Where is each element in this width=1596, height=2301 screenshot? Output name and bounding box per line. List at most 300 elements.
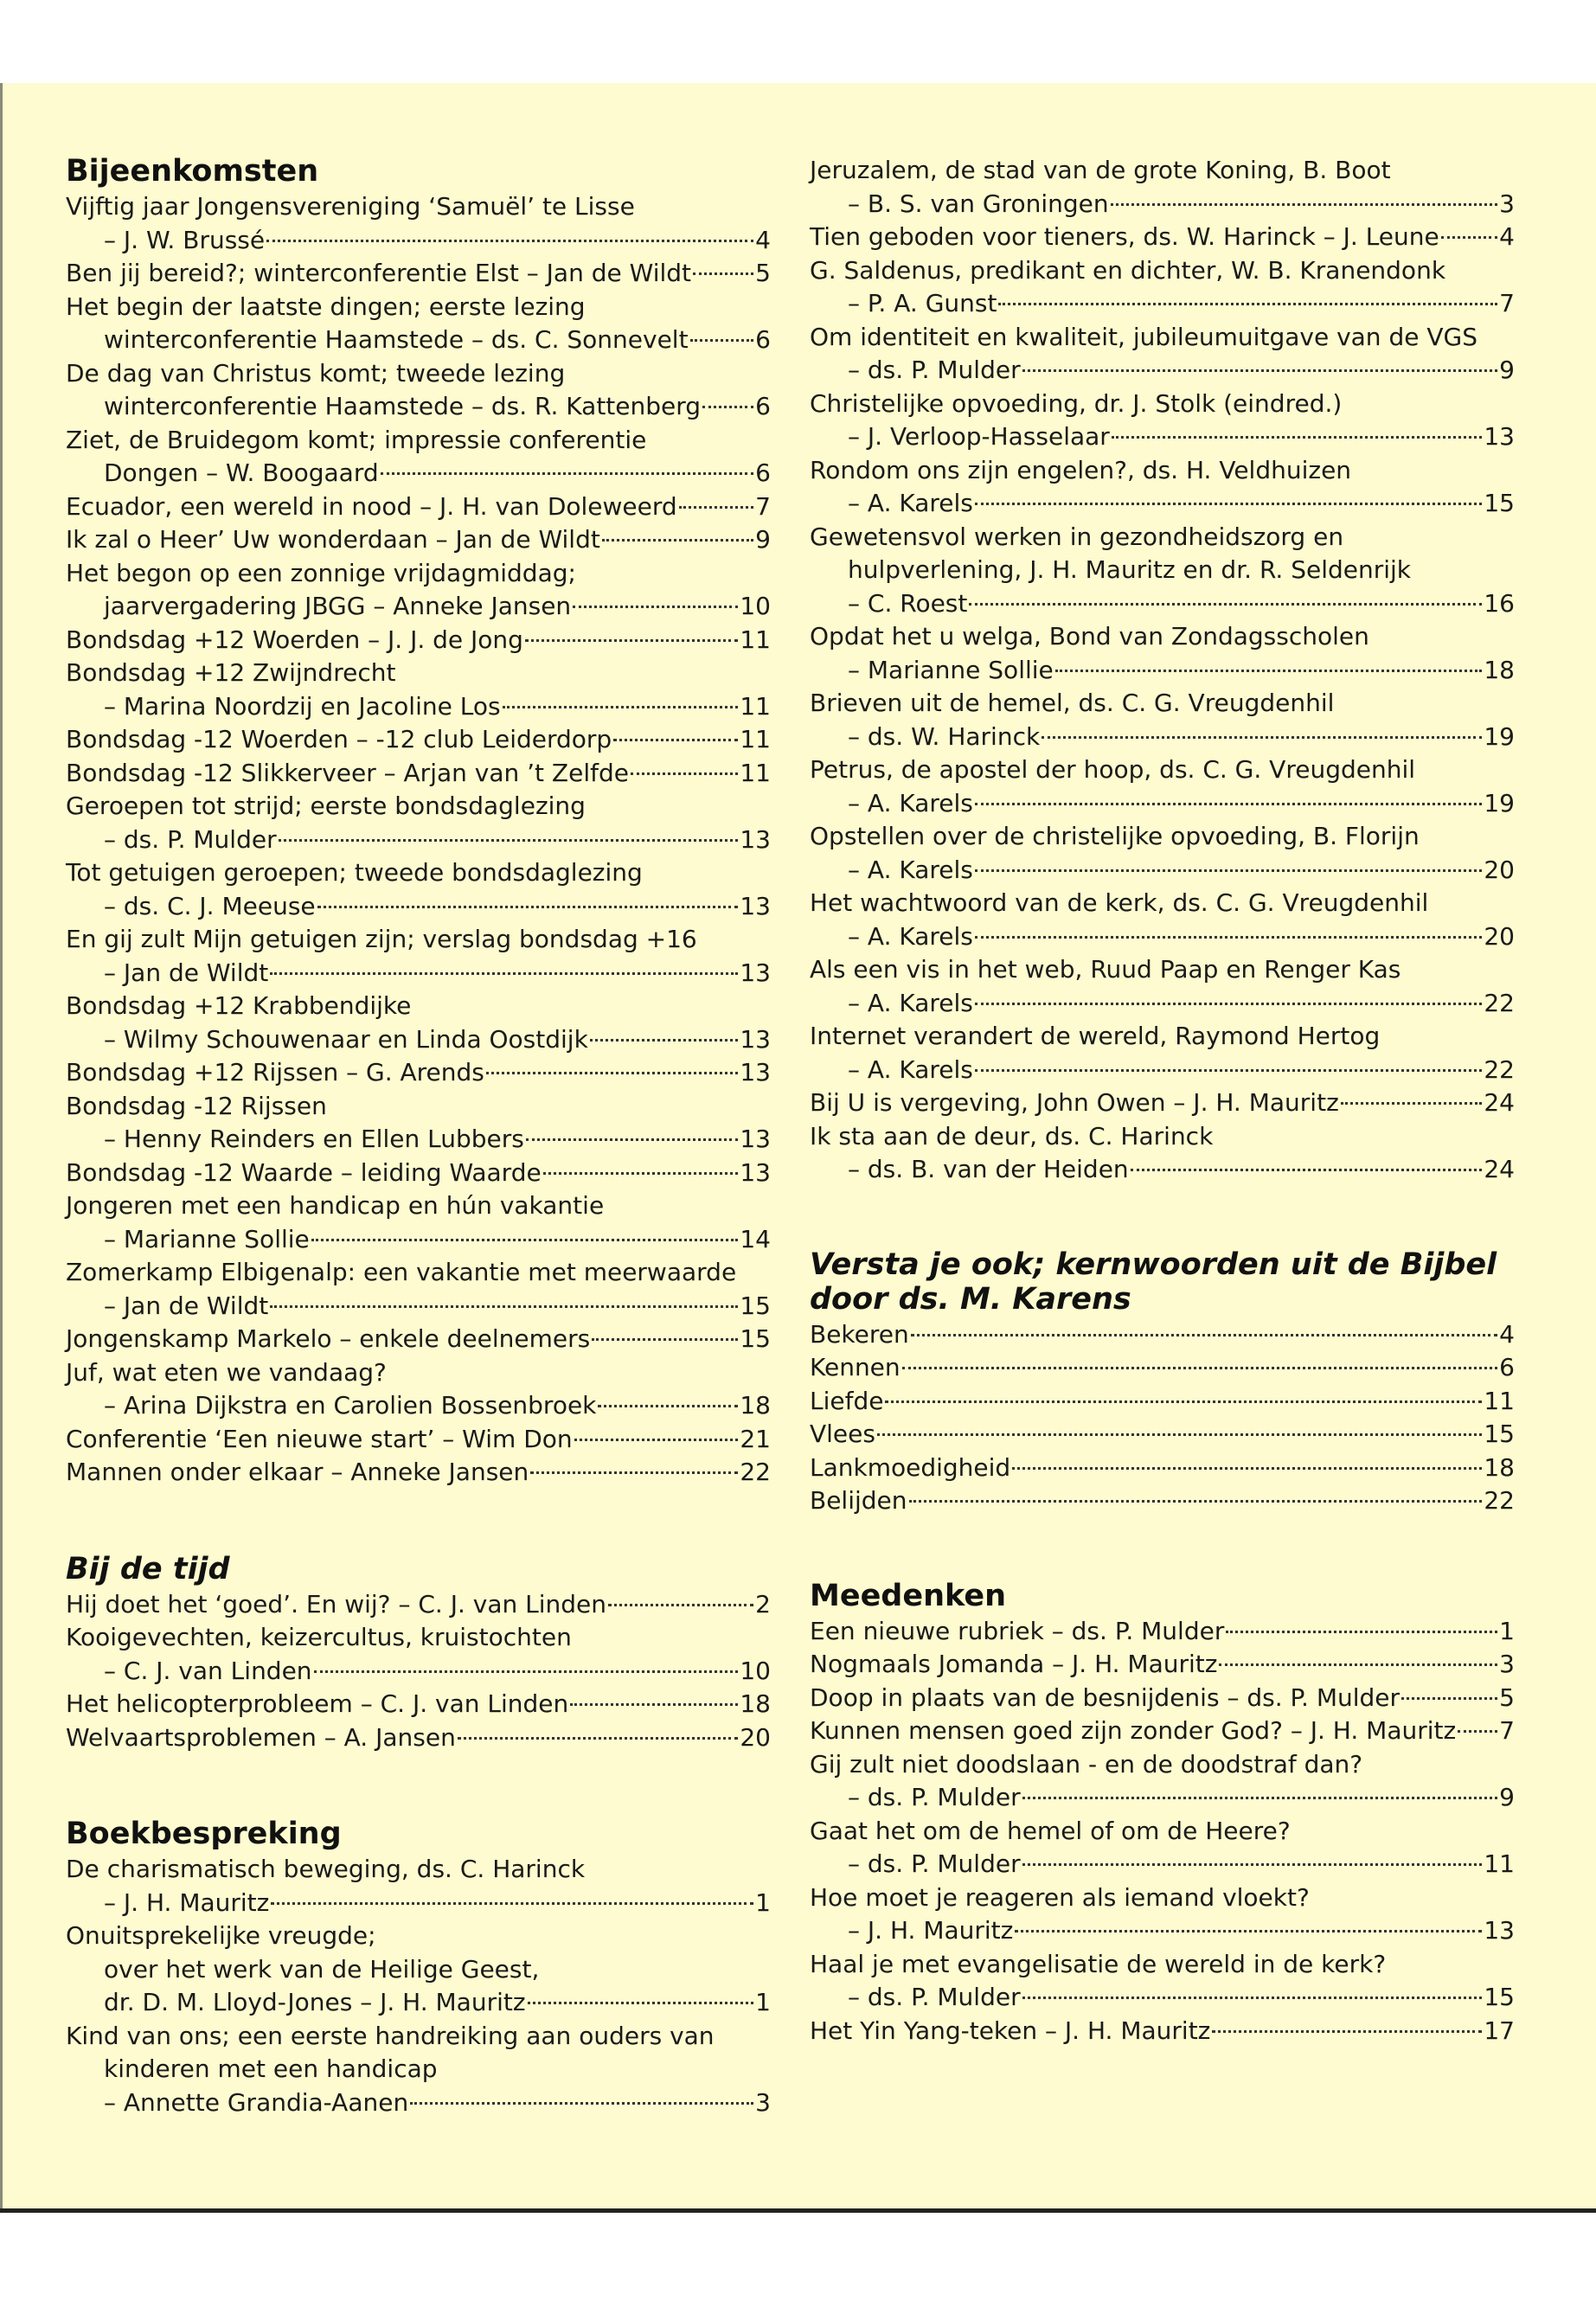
entry-final-line (66, 957, 771, 990)
toc-entry (66, 291, 771, 357)
dot-leader (314, 1670, 739, 1673)
toc-section (810, 1247, 1515, 1518)
section-heading: Versta je ook; kernwoorden uit de Bijbel door ds. M. Karens (810, 1247, 1497, 1317)
entry-title-line: Vijftig jaar Jongensvereniging ‘Samuël’ te Lisse (66, 192, 635, 221)
dot-leader (598, 1405, 738, 1407)
entry-final-line (66, 324, 771, 357)
dot-leader (975, 1069, 1482, 1072)
dot-leader (679, 506, 754, 509)
entry-final-line (810, 1153, 1515, 1187)
entry-text: Bondsdag -12 Slikkerveer – Arjan van ’t Zelfde (66, 758, 629, 787)
page-number: 10 (740, 592, 771, 620)
toc-entry (66, 1456, 771, 1490)
dot-leader (1022, 1863, 1483, 1866)
toc-entry (810, 1615, 1515, 1649)
entry-final-line (66, 890, 771, 924)
entry-final-line (66, 1157, 771, 1190)
entry-final-line (66, 1023, 771, 1057)
page-number: 3 (755, 2087, 771, 2117)
toc-section (810, 154, 1515, 1187)
entry-text: Dongen – W. Boogaard (104, 458, 379, 487)
dot-leader (1212, 2030, 1482, 2033)
dot-leader (279, 839, 739, 842)
entry-text: Belijden (810, 1486, 907, 1515)
entry-final-line (66, 1223, 771, 1257)
section-heading: Bijeenkomsten (66, 154, 319, 189)
page-number: 15 (1484, 1983, 1515, 2011)
dot-leader (528, 2002, 754, 2004)
toc-entry (810, 1385, 1515, 1419)
page-number: 13 (740, 1024, 771, 1054)
entry-final-line (810, 587, 1515, 621)
entry-final-line (66, 1290, 771, 1324)
entry-final-line (66, 1688, 771, 1721)
page-number: 6 (1499, 1353, 1515, 1381)
entry-text: – A. Karels (848, 1054, 973, 1084)
page-number: 15 (1484, 489, 1515, 517)
entry-final-line (810, 920, 1515, 954)
entry-final-line (810, 287, 1515, 321)
entry-title-line: De charismatisch beweging, ds. C. Harinck (66, 1855, 586, 1883)
left-column (66, 154, 771, 2157)
entry-title-line: Gaat het om de hemel of om de Heere? (810, 1816, 1291, 1845)
dot-leader (503, 706, 739, 708)
toc-section (810, 1579, 1515, 2048)
entry-final-line (66, 1986, 771, 2020)
entry-final-line (810, 420, 1515, 454)
toc-entry (66, 1721, 771, 1755)
page-number: 2 (755, 1589, 771, 1618)
entry-text: Kunnen mensen goed zijn zonder God? – J. H. Mauritz (810, 1716, 1457, 1745)
entry-final-line (810, 1452, 1515, 1485)
entry-title-line: Om identiteit en kwaliteit, jubileumuitgave van de VGS (810, 322, 1477, 351)
dot-leader (1441, 236, 1497, 239)
toc-entry (66, 1356, 771, 1423)
entry-title-line: Petrus, de apostel der hoop, ds. C. G. Vreugdenhil (810, 755, 1416, 784)
entry-text: – A. Karels (848, 489, 973, 517)
page-number: 7 (755, 491, 771, 521)
dot-leader (902, 1367, 1498, 1369)
entry-text: – A. Karels (848, 988, 973, 1017)
entry-title-line: Kooigevechten, keizercultus, kruistochten (66, 1623, 572, 1651)
page-number: 20 (740, 1722, 771, 1752)
toc-entry (66, 2020, 771, 2120)
entry-title-line: Ik sta aan de deur, ds. C. Harinck (810, 1121, 1214, 1150)
dot-leader (1055, 670, 1483, 672)
page-number: 6 (755, 392, 771, 420)
page-number: 18 (1484, 655, 1515, 684)
dot-leader (1022, 369, 1498, 372)
entry-text: Kennen (810, 1353, 901, 1381)
entry-final-line (810, 987, 1515, 1021)
toc-entry (66, 1853, 771, 1920)
entry-title-line: Opdat het u welga, Bond van Zondagsscholen (810, 622, 1369, 651)
entry-final-line (810, 854, 1515, 888)
toc-section (66, 154, 771, 1490)
entry-title-line: De dag van Christus komt; tweede lezing (66, 358, 566, 388)
entry-final-line (810, 2015, 1515, 2048)
page-number: 13 (1484, 422, 1515, 451)
page-number: 4 (1499, 1319, 1515, 1349)
entry-final-line (810, 721, 1515, 754)
entry-text: Het Yin Yang-teken – J. H. Mauritz (810, 2016, 1211, 2045)
toc-entry (66, 1621, 771, 1688)
entry-text: – J. H. Mauritz (848, 1916, 1014, 1945)
entry-text: Lankmoedigheid (810, 1452, 1011, 1482)
page-number: 5 (1499, 1682, 1515, 1712)
entry-text: Vlees (810, 1420, 875, 1448)
toc-entry (66, 1256, 771, 1323)
page-number: 5 (755, 259, 771, 287)
dot-leader (909, 1500, 1483, 1503)
entry-final-line (810, 1981, 1515, 2015)
entry-text: – J. Verloop-Hasselaar (848, 422, 1110, 451)
entry-text: – Marina Noordzij en Jacoline Los (104, 691, 501, 721)
toc-entry (66, 424, 771, 490)
dot-leader (975, 936, 1482, 939)
page-number: 22 (740, 1458, 771, 1486)
entry-title-line: kinderen met een handicap (104, 2054, 438, 2083)
entry-final-line (66, 457, 771, 490)
page-number: 19 (1484, 721, 1515, 751)
entry-title-line: Kind van ons; een eerste handreiking aan ouders van (66, 2021, 715, 2050)
entry-title-line: Internet verandert de wereld, Raymond Hertog (810, 1022, 1381, 1050)
toc-entry (66, 490, 771, 524)
entry-text: Bondsdag +12 Woerden – J. J. de Jong (66, 625, 523, 654)
entry-final-line (810, 1914, 1515, 1948)
entry-final-line (66, 1721, 771, 1755)
page-number: 14 (740, 1224, 771, 1253)
entry-title-line: Hoe moet je reageren als iemand vloekt? (810, 1882, 1310, 1912)
toc-entry (66, 657, 771, 723)
entry-final-line (810, 1715, 1515, 1748)
dot-leader (631, 772, 738, 775)
right-column (810, 154, 1515, 2086)
page-number: 17 (1484, 2016, 1515, 2045)
entry-title-line: Het wachtwoord van de kerk, ds. C. G. Vreugdenhil (810, 888, 1429, 917)
entry-text: – J. W. Brussé (104, 225, 266, 254)
page-number: 11 (740, 625, 771, 654)
toc-entry (810, 388, 1515, 454)
entry-final-line (66, 1056, 771, 1090)
entry-text: – ds. C. J. Meeuse (104, 891, 316, 920)
toc-entry (810, 1452, 1515, 1485)
toc-entry (66, 257, 771, 291)
dot-leader (998, 303, 1497, 305)
page-number: 15 (1484, 1420, 1515, 1448)
entry-title-line: over het werk van de Heilige Geest, (104, 1954, 540, 1984)
page-number: 4 (755, 225, 771, 254)
toc-entry (66, 1323, 771, 1356)
entry-final-line (810, 221, 1515, 254)
entry-text: – ds. P. Mulder (848, 1983, 1021, 2011)
page-number: 1 (755, 1888, 771, 1917)
toc-entry (810, 521, 1515, 621)
toc-entry (66, 990, 771, 1056)
entry-text: – Annette Grandia-Aanen (104, 2087, 409, 2117)
toc-entry (810, 687, 1515, 753)
dot-leader (526, 1138, 739, 1141)
toc-entry (810, 1351, 1515, 1385)
entry-text: jaarvergadering JBGG – Anneke Jansen (104, 592, 572, 620)
toc-section (66, 1817, 771, 2119)
toc-entry (66, 1157, 771, 1190)
dot-leader (1226, 1631, 1497, 1633)
entry-final-line (66, 1389, 771, 1423)
toc-entry (66, 1688, 771, 1721)
page-number: 15 (740, 1324, 771, 1353)
entry-title-line: En gij zult Mijn getuigen zijn; verslag bondsdag +16 (66, 925, 697, 953)
toc-entry (810, 254, 1515, 321)
entry-final-line (66, 523, 771, 557)
entry-final-line (810, 1648, 1515, 1682)
page-number: 22 (1484, 1486, 1515, 1515)
entry-title-line: Gewetensvol werken in gezondheidszorg en (810, 522, 1344, 551)
toc-entry (66, 723, 771, 757)
entry-final-line (66, 390, 771, 424)
toc-entry (810, 1318, 1515, 1352)
page-number: 11 (740, 725, 771, 753)
entry-title-line: Gij zult niet doodslaan - en de doodstraf dan? (810, 1749, 1363, 1779)
dot-leader (975, 803, 1482, 805)
entry-text: – Jan de Wildt (104, 1291, 269, 1320)
dot-leader (592, 1338, 738, 1341)
entry-text: – J. H. Mauritz (104, 1888, 270, 1917)
dot-leader (271, 1902, 753, 1905)
toc-entry (66, 1588, 771, 1622)
entry-text: – ds. P. Mulder (848, 1783, 1021, 1811)
entry-title-line: Jeruzalem, de stad van de grote Koning, B. Boot (810, 156, 1391, 184)
toc-entry (810, 154, 1515, 221)
entry-final-line (810, 1318, 1515, 1352)
entry-text: Bondsdag -12 Woerden – -12 club Leiderdorp (66, 725, 612, 753)
entry-final-line (66, 224, 771, 258)
entry-text: winterconferentie Haamstede – ds. C. Sonnevelt (104, 325, 689, 354)
page-number: 24 (1484, 1088, 1515, 1117)
toc-entry (810, 1881, 1515, 1948)
entry-text: – Marianne Sollie (104, 1224, 310, 1253)
page-number: 22 (1484, 988, 1515, 1017)
page-number: 11 (1484, 1386, 1515, 1415)
page-number: 9 (1499, 1783, 1515, 1811)
entry-text: – A. Karels (848, 921, 973, 951)
entry-text: Bondsdag +12 Rijssen – G. Arends (66, 1058, 484, 1086)
entry-text: Ik zal o Heer’ Uw wonderdaan – Jan de Wildt (66, 525, 600, 554)
dot-leader (693, 272, 753, 275)
entry-final-line (810, 1848, 1515, 1881)
toc-entry (810, 454, 1515, 521)
entry-final-line (810, 1385, 1515, 1419)
dot-leader (1219, 1663, 1497, 1666)
page-number: 6 (755, 325, 771, 354)
entry-final-line (810, 1615, 1515, 1649)
entry-final-line (810, 654, 1515, 688)
dot-leader (410, 2102, 753, 2105)
page-number: 13 (1484, 1916, 1515, 1945)
page-number: 13 (740, 1058, 771, 1086)
dot-leader (573, 606, 738, 608)
entry-title-line: Onuitsprekelijke vreugde; (66, 1921, 376, 1950)
page-number: 13 (740, 1125, 771, 1153)
toc-entry (810, 1682, 1515, 1715)
page-number: 3 (1499, 189, 1515, 218)
dot-leader (266, 240, 753, 242)
toc-entry (810, 1020, 1515, 1086)
entry-text: – ds. W. Harinck (848, 721, 1041, 751)
entry-title-line: Juf, wat eten we vandaag? (66, 1357, 387, 1387)
entry-final-line (810, 487, 1515, 521)
entry-final-line (66, 590, 771, 624)
page-number: 13 (740, 1157, 771, 1187)
page-number: 20 (1484, 855, 1515, 884)
page-number: 9 (755, 525, 771, 554)
entry-text: dr. D. M. Lloyd-Jones – J. H. Mauritz (104, 1988, 526, 2016)
entry-text: – ds. P. Mulder (848, 1849, 1021, 1878)
dot-leader (608, 1604, 753, 1606)
entry-final-line (810, 787, 1515, 821)
dot-leader (1131, 1169, 1483, 1171)
toc-entry (66, 357, 771, 424)
toc-entry (66, 1056, 771, 1090)
dot-leader (317, 906, 739, 908)
page-number: 6 (755, 458, 771, 487)
entry-final-line (66, 257, 771, 291)
entry-final-line (66, 824, 771, 857)
entry-final-line (810, 354, 1515, 388)
entry-text: – Henny Reinders en Ellen Lubbers (104, 1125, 524, 1153)
page-number: 18 (1484, 1452, 1515, 1482)
dot-leader (1111, 203, 1498, 206)
entry-text: – A. Karels (848, 788, 973, 817)
section-heading: Bij de tijd (66, 1551, 230, 1586)
toc-entry (810, 1648, 1515, 1682)
entry-final-line (66, 1123, 771, 1157)
entry-title-line: Rondom ons zijn engelen?, ds. H. Veldhuizen (810, 455, 1352, 484)
page-number: 11 (740, 691, 771, 721)
entry-final-line (66, 1323, 771, 1356)
toc-entry (810, 2015, 1515, 2048)
section-heading: Boekbespreking (66, 1817, 342, 1851)
entry-final-line (66, 2086, 771, 2120)
dot-leader (911, 1334, 1497, 1336)
entry-text: – C. J. van Linden (104, 1656, 312, 1685)
dot-leader (690, 339, 754, 342)
page-number: 3 (1499, 1650, 1515, 1678)
entry-title-line: Geroepen tot strijd; eerste bondsdaglezing (66, 792, 586, 820)
entry-title-line: Bondsdag +12 Zwijndrecht (66, 658, 396, 687)
entry-text: Een nieuwe rubriek – ds. P. Mulder (810, 1616, 1225, 1645)
dot-leader (613, 739, 738, 741)
entry-text: – Wilmy Schouwenaar en Linda Oostdijk (104, 1024, 588, 1054)
dot-leader (1042, 736, 1482, 739)
entry-title-line: Bondsdag -12 Rijssen (66, 1091, 327, 1120)
page-number: 9 (1499, 356, 1515, 384)
toc-entry (810, 1815, 1515, 1881)
entry-title-line: Tot getuigen geroepen; tweede bondsdaglezing (66, 858, 643, 887)
dot-leader (1022, 1797, 1498, 1799)
entry-text: Jongenskamp Markelo – enkele deelnemers (66, 1324, 591, 1353)
entry-text: – ds. B. van der Heiden (848, 1155, 1129, 1183)
entry-text: – B. S. van Groningen (848, 189, 1109, 218)
entry-title-line: Christelijke opvoeding, dr. J. Stolk (eindred.) (810, 388, 1343, 418)
entry-text: – C. Roest (848, 588, 968, 618)
dot-leader (543, 1172, 739, 1175)
dot-leader (458, 1737, 739, 1740)
toc-entry (810, 753, 1515, 820)
dot-leader (590, 1039, 739, 1042)
dot-leader (1015, 1930, 1482, 1932)
entry-final-line (66, 1887, 771, 1920)
entry-text: Tien geboden voor tieners, ds. W. Harinck – J. Leune (810, 222, 1439, 251)
dot-leader (877, 1433, 1482, 1436)
entry-title-line: hulpverlening, J. H. Mauritz en dr. R. Seldenrijk (848, 555, 1412, 584)
toc-entry (810, 1484, 1515, 1518)
page-number: 10 (740, 1656, 771, 1685)
toc-entry (810, 1418, 1515, 1452)
dot-leader (1458, 1730, 1497, 1733)
entry-final-line (66, 757, 771, 791)
toc-entry (66, 790, 771, 856)
entry-final-line (810, 1351, 1515, 1385)
entry-final-line (810, 1682, 1515, 1715)
page-number: 4 (1499, 222, 1515, 251)
entry-final-line (810, 1086, 1515, 1120)
dot-leader (1012, 1467, 1482, 1470)
entry-title-line: G. Saldenus, predikant en dichter, W. B. Kranendonk (810, 255, 1446, 285)
entry-title-line: Het begon op een zonnige vrijdagmiddag; (66, 558, 576, 587)
toc-entry (810, 1086, 1515, 1120)
dot-leader (969, 603, 1482, 606)
page-number: 21 (740, 1424, 771, 1453)
entry-final-line (66, 1655, 771, 1689)
entry-final-line (810, 1054, 1515, 1087)
entry-text: – ds. P. Mulder (104, 824, 277, 854)
entry-text: – Marianne Sollie (848, 655, 1054, 684)
entry-final-line (66, 1423, 771, 1457)
page-number: 1 (755, 1988, 771, 2016)
page-number: 7 (1499, 289, 1515, 317)
entry-text: Bij U is vergeving, John Owen – J. H. Mauritz (810, 1088, 1339, 1117)
entry-text: Liefde (810, 1386, 884, 1415)
entry-final-line (810, 1781, 1515, 1815)
toc-section (66, 1552, 771, 1755)
page-number: 16 (1484, 588, 1515, 618)
page-number: 22 (1484, 1054, 1515, 1084)
entry-text: – Arina Dijkstra en Carolien Bossenbroek (104, 1391, 597, 1420)
toc-entry (810, 1715, 1515, 1748)
page-number: 20 (1484, 921, 1515, 951)
dot-leader (486, 1072, 738, 1074)
entry-text: – Jan de Wildt (104, 958, 269, 987)
entry-title-line: Jongeren met een handicap en hún vakantie (66, 1191, 605, 1220)
page-number: 11 (1484, 1849, 1515, 1878)
entry-text: Bekeren (810, 1319, 909, 1349)
entry-final-line (66, 624, 771, 657)
dot-leader (381, 472, 754, 475)
entry-text: Ben jij bereid?; winterconferentie Elst – Jan de Wildt (66, 259, 692, 287)
entry-final-line (810, 1418, 1515, 1452)
dot-leader (975, 869, 1482, 872)
entry-title-line: Haal je met evangelisatie de wereld in de kerk? (810, 1949, 1387, 1978)
toc-entry (810, 221, 1515, 254)
page-number: 18 (740, 1391, 771, 1420)
page-number: 13 (740, 824, 771, 854)
entry-title-line: Als een vis in het web, Ruud Paap en Renger Kas (810, 955, 1401, 984)
toc-entry (66, 757, 771, 791)
toc-entry (66, 1920, 771, 2020)
toc-entry (810, 820, 1515, 887)
entry-final-line (66, 1456, 771, 1490)
